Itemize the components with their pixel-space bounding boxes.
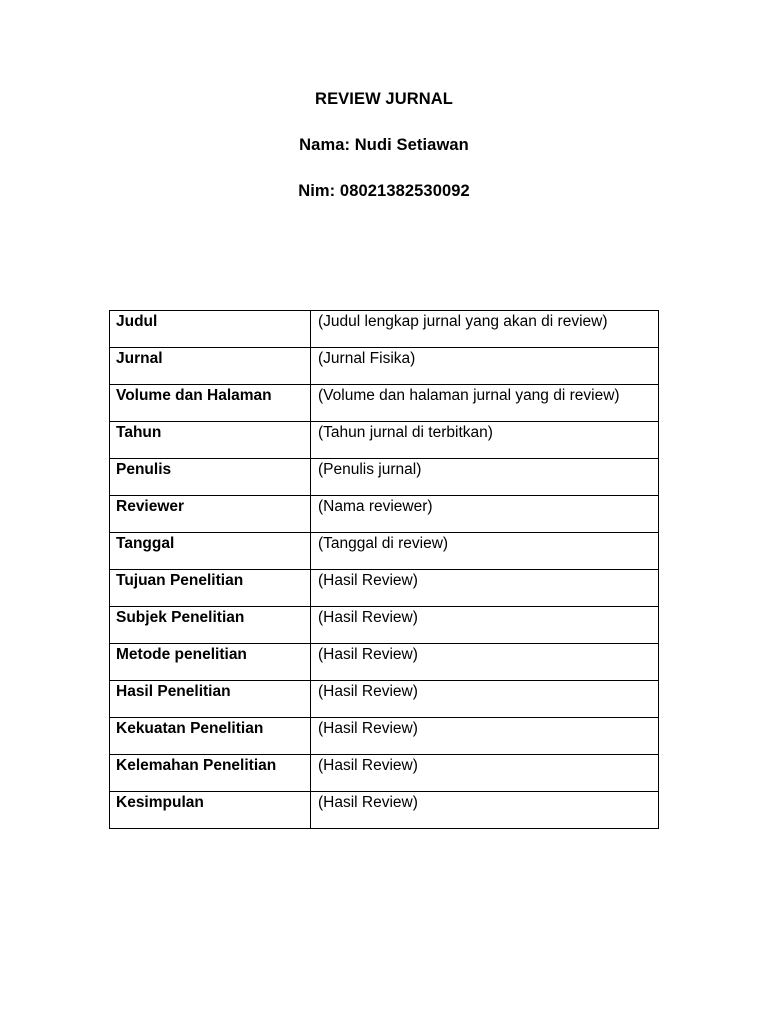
row-label: Penulis	[110, 459, 311, 496]
row-label: Jurnal	[110, 348, 311, 385]
row-label: Kelemahan Penelitian	[110, 755, 311, 792]
student-id-line: Nim: 08021382530092	[298, 182, 470, 200]
row-label: Reviewer	[110, 496, 311, 533]
table-row	[110, 422, 659, 459]
row-label: Kekuatan Penelitian	[110, 718, 311, 755]
row-value: (Hasil Review)	[311, 718, 659, 755]
row-value: (Tahun jurnal di terbitkan)	[311, 422, 659, 459]
row-label: Tanggal	[110, 533, 311, 570]
table-row	[110, 755, 659, 792]
row-value: (Nama reviewer)	[311, 496, 659, 533]
row-value: (Hasil Review)	[311, 644, 659, 681]
review-table	[109, 310, 659, 829]
table-row	[110, 792, 659, 829]
row-value: (Hasil Review)	[311, 755, 659, 792]
author-name-line: Nama: Nudi Setiawan	[299, 136, 469, 154]
table-row	[110, 459, 659, 496]
document-title: REVIEW JURNAL	[315, 90, 453, 108]
row-value: (Hasil Review)	[311, 681, 659, 718]
table-row	[110, 644, 659, 681]
row-value: (Tanggal di review)	[311, 533, 659, 570]
table-row	[110, 570, 659, 607]
row-label: Tahun	[110, 422, 311, 459]
row-value: (Penulis jurnal)	[311, 459, 659, 496]
table-row	[110, 311, 659, 348]
table-row	[110, 496, 659, 533]
row-label: Volume dan Halaman	[110, 385, 311, 422]
row-label: Tujuan Penelitian	[110, 570, 311, 607]
row-value: (Hasil Review)	[311, 792, 659, 829]
row-label: Metode penelitian	[110, 644, 311, 681]
table-row	[110, 681, 659, 718]
row-value: (Judul lengkap jurnal yang akan di review)	[311, 311, 659, 348]
table-row	[110, 533, 659, 570]
row-label: Subjek Penelitian	[110, 607, 311, 644]
row-label: Judul	[110, 311, 311, 348]
table-row	[110, 607, 659, 644]
row-value: (Hasil Review)	[311, 607, 659, 644]
row-value: (Hasil Review)	[311, 570, 659, 607]
row-value: (Volume dan halaman jurnal yang di review)	[311, 385, 659, 422]
table-row	[110, 348, 659, 385]
table-row	[110, 385, 659, 422]
row-value: (Jurnal Fisika)	[311, 348, 659, 385]
row-label: Hasil Penelitian	[110, 681, 311, 718]
table-row	[110, 718, 659, 755]
row-label: Kesimpulan	[110, 792, 311, 829]
